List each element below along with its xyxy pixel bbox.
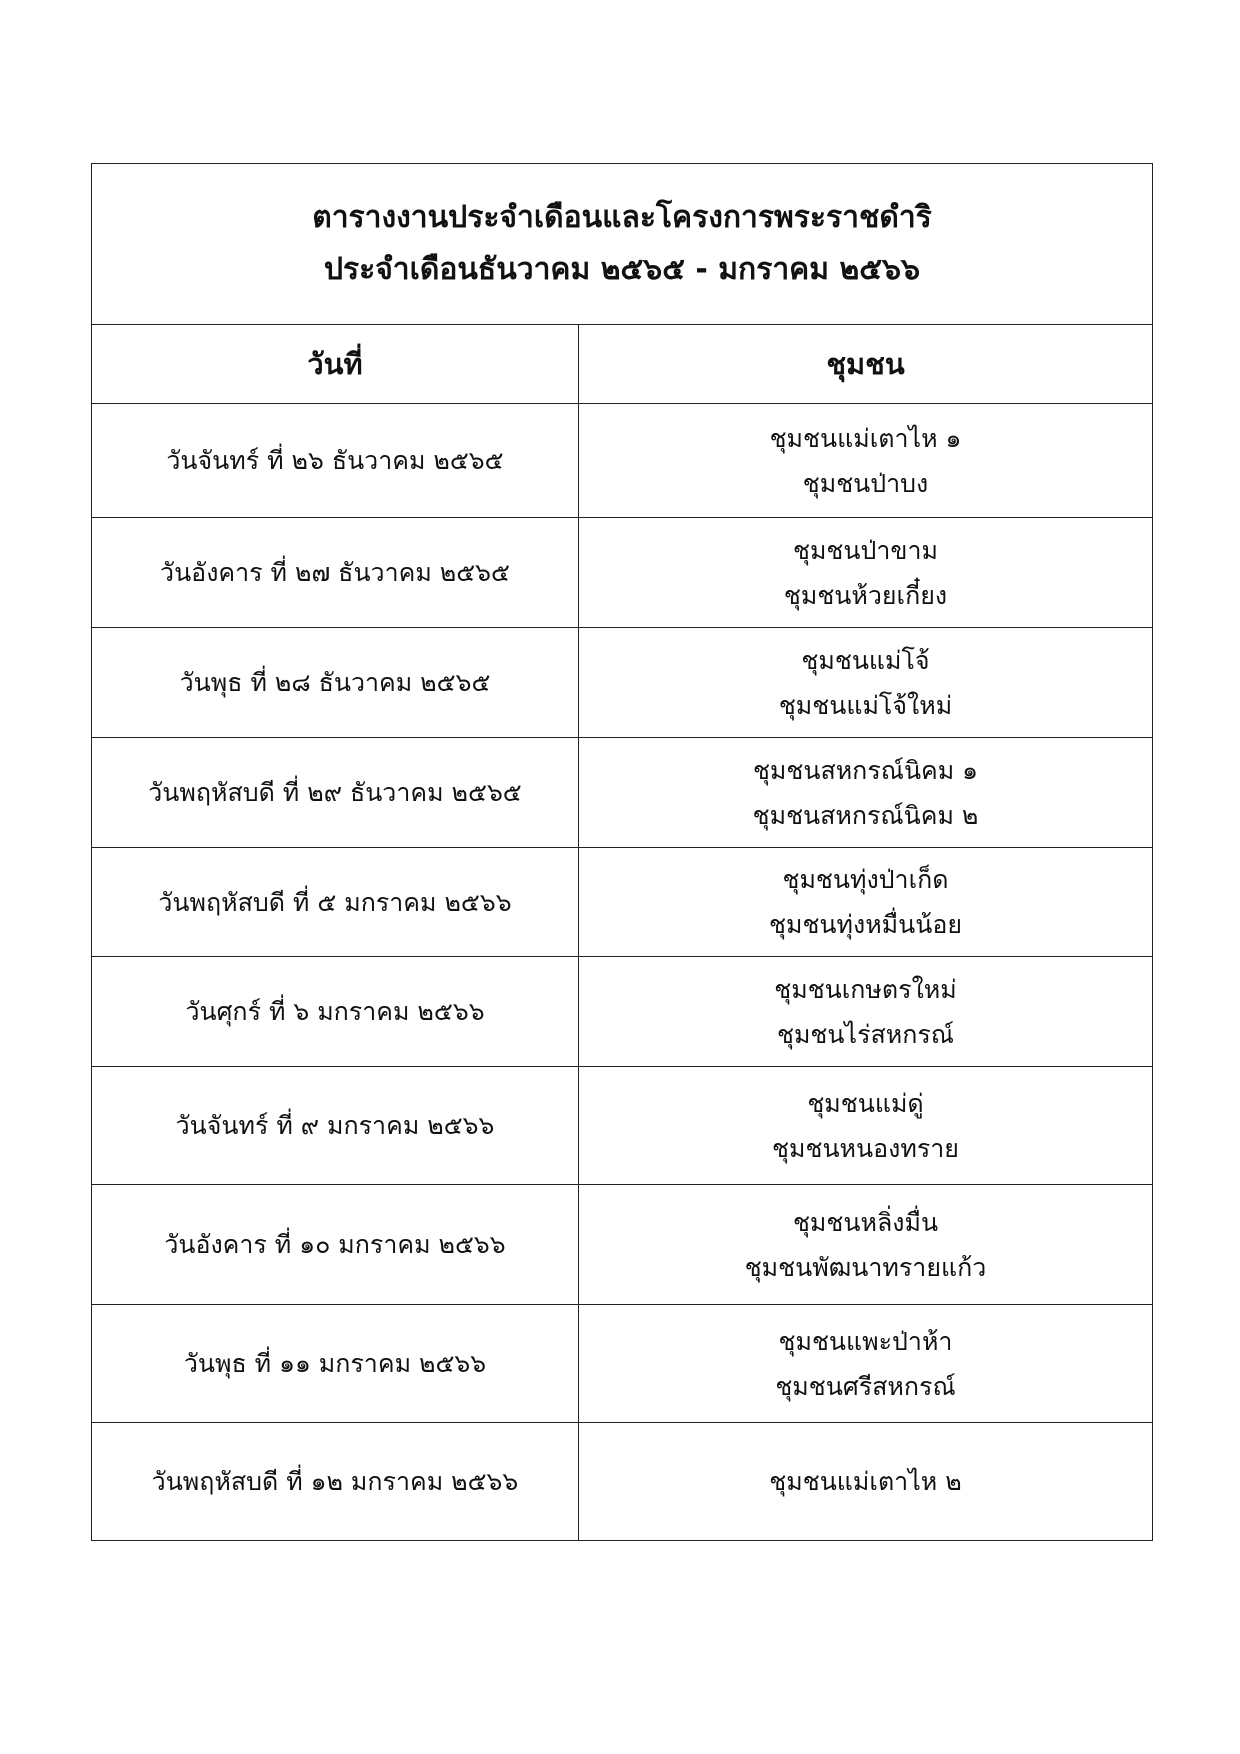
date-cell: วันจันทร์ ที่ ๒๖ ธันวาคม ๒๕๖๕ bbox=[92, 404, 579, 518]
document-title bbox=[92, 164, 1153, 325]
community-name: ชุมชนพัฒนาทรายแก้ว bbox=[744, 1252, 987, 1282]
date-cell: วันพฤหัสบดี ที่ ๒๙ ธันวาคม ๒๕๖๕ bbox=[92, 738, 579, 848]
column-header-date: วันที่ bbox=[92, 325, 579, 404]
community-cell bbox=[579, 1305, 1153, 1423]
community-name: ชุมชนเกษตรใหม่ bbox=[774, 974, 957, 1004]
community-name: ชุมชนสหกรณ์นิคม ๒ bbox=[752, 800, 979, 830]
date-cell: วันพุธ ที่ ๒๘ ธันวาคม ๒๕๖๕ bbox=[92, 628, 579, 738]
table-row bbox=[92, 1305, 1153, 1423]
table-row bbox=[92, 1185, 1153, 1305]
table-row bbox=[92, 1067, 1153, 1185]
table-row bbox=[92, 738, 1153, 848]
table-row bbox=[92, 1423, 1153, 1541]
date-cell: วันจันทร์ ที่ ๙ มกราคม ๒๕๖๖ bbox=[92, 1067, 579, 1185]
community-name: ชุมชนสหกรณ์นิคม ๑ bbox=[752, 755, 979, 785]
community-cell bbox=[579, 404, 1153, 518]
community-name: ชุมชนหลิ่งมื่น bbox=[792, 1207, 939, 1237]
title-row bbox=[92, 164, 1153, 325]
community-name: ชุมชนแพะป่าห้า bbox=[778, 1326, 953, 1356]
date-cell: วันพฤหัสบดี ที่ ๑๒ มกราคม ๒๕๖๖ bbox=[92, 1423, 579, 1541]
community-cell bbox=[579, 1067, 1153, 1185]
community-cell bbox=[579, 1185, 1153, 1305]
date-cell: วันอังคาร ที่ ๑๐ มกราคม ๒๕๖๖ bbox=[92, 1185, 579, 1305]
community-name: ชุมชนศรีสหกรณ์ bbox=[775, 1371, 956, 1401]
community-name: ชุมชนแม่โจ้ใหม่ bbox=[778, 690, 953, 720]
title-line-2: ประจำเดือนธันวาคม ๒๕๖๕ - มกราคม ๒๕๖๖ bbox=[323, 252, 921, 287]
community-name: ชุมชนป่าบง bbox=[802, 468, 929, 498]
community-name: ชุมชนแม่ดู่ bbox=[807, 1088, 924, 1118]
schedule-table bbox=[91, 163, 1153, 1541]
community-name: ชุมชนแม่โจ้ bbox=[801, 645, 930, 675]
schedule-document bbox=[91, 163, 1152, 1541]
community-name: ชุมชนห้วยเกี๋ยง bbox=[783, 580, 948, 610]
table-row bbox=[92, 848, 1153, 957]
date-cell: วันพุธ ที่ ๑๑ มกราคม ๒๕๖๖ bbox=[92, 1305, 579, 1423]
community-name: ชุมชนทุ่งหมื่นน้อย bbox=[769, 910, 962, 939]
title-line-1: ตารางงานประจำเดือนและโครงการพระราชดำริ bbox=[312, 200, 932, 235]
community-name: ชุมชนไร่สหกรณ์ bbox=[776, 1019, 954, 1049]
community-cell bbox=[579, 518, 1153, 628]
date-cell: วันศุกร์ ที่ ๖ มกราคม ๒๕๖๖ bbox=[92, 957, 579, 1067]
community-cell bbox=[579, 1423, 1153, 1541]
column-header-community: ชุมชน bbox=[579, 325, 1153, 404]
community-cell bbox=[579, 628, 1153, 738]
community-name: ชุมชนแม่เตาไห ๒ bbox=[769, 1467, 962, 1496]
community-name: ชุมชนหนองทราย bbox=[772, 1133, 959, 1163]
date-cell: วันพฤหัสบดี ที่ ๕ มกราคม ๒๕๖๖ bbox=[92, 848, 579, 957]
community-cell bbox=[579, 848, 1153, 957]
table-row bbox=[92, 404, 1153, 518]
community-cell bbox=[579, 738, 1153, 848]
community-name: ชุมชนป่าขาม bbox=[792, 535, 939, 565]
table-row bbox=[92, 628, 1153, 738]
community-name: ชุมชนแม่เตาไห ๑ bbox=[769, 423, 962, 453]
header-row bbox=[92, 325, 1153, 404]
table-row bbox=[92, 518, 1153, 628]
date-cell: วันอังคาร ที่ ๒๗ ธันวาคม ๒๕๖๕ bbox=[92, 518, 579, 628]
community-cell bbox=[579, 957, 1153, 1067]
community-name: ชุมชนทุ่งป่าเก็ด bbox=[782, 865, 949, 894]
table-row bbox=[92, 957, 1153, 1067]
